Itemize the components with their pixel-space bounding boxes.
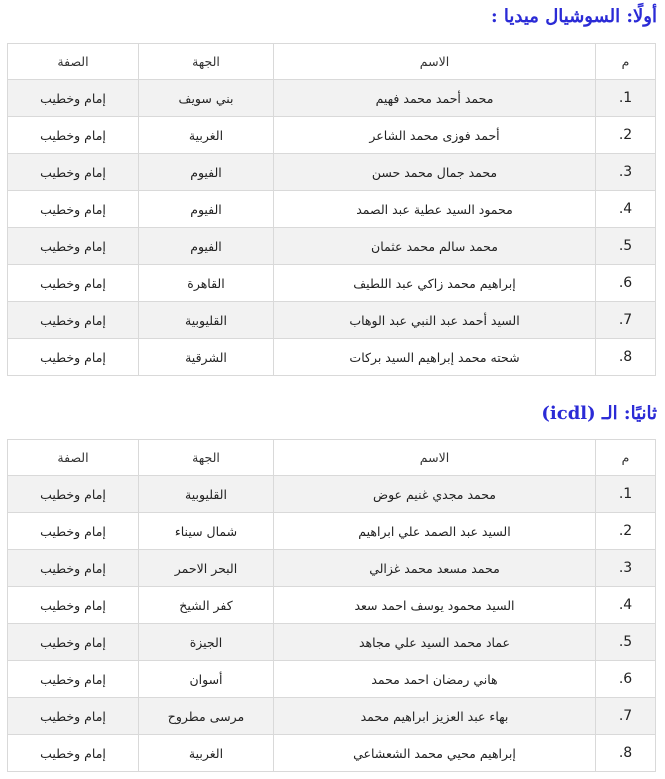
row-number: 4. <box>596 587 656 624</box>
header-governorate: الجهة <box>139 44 274 80</box>
table-row <box>8 302 656 339</box>
row-number: 3. <box>596 154 656 191</box>
row-role: إمام وخطيب <box>8 735 139 772</box>
row-name: محمد أحمد محمد فهيم <box>274 80 596 117</box>
social-media-table <box>7 43 656 376</box>
table-row <box>8 80 656 117</box>
row-number: 2. <box>596 513 656 550</box>
row-governorate: القاهرة <box>139 265 274 302</box>
row-governorate: مرسى مطروح <box>139 698 274 735</box>
row-name: محمد جمال محمد حسن <box>274 154 596 191</box>
row-name: محمد مجدي غنيم عوض <box>274 476 596 513</box>
row-name: محمد سالم محمد عثمان <box>274 228 596 265</box>
row-name: إبراهيم محمد زاكي عبد اللطيف <box>274 265 596 302</box>
row-governorate: الجيزة <box>139 624 274 661</box>
table-row <box>8 513 656 550</box>
row-number: 5. <box>596 624 656 661</box>
row-role: إمام وخطيب <box>8 191 139 228</box>
row-number: 7. <box>596 302 656 339</box>
row-number: 4. <box>596 191 656 228</box>
table-row <box>8 550 656 587</box>
table-row <box>8 476 656 513</box>
row-name: السيد أحمد عبد النبي عبد الوهاب <box>274 302 596 339</box>
table-row <box>8 698 656 735</box>
row-governorate: الغربية <box>139 117 274 154</box>
row-name: إبراهيم محيي محمد الشعشاعي <box>274 735 596 772</box>
row-governorate: كفر الشيخ <box>139 587 274 624</box>
row-governorate: الفيوم <box>139 154 274 191</box>
row-role: إمام وخطيب <box>8 698 139 735</box>
row-number: 1. <box>596 476 656 513</box>
table-row <box>8 339 656 376</box>
row-number: 2. <box>596 117 656 154</box>
table-row <box>8 265 656 302</box>
row-role: إمام وخطيب <box>8 476 139 513</box>
row-governorate: أسوان <box>139 661 274 698</box>
table-row <box>8 735 656 772</box>
row-name: السيد عبد الصمد علي ابراهيم <box>274 513 596 550</box>
row-governorate: الشرقية <box>139 339 274 376</box>
row-governorate: شمال سيناء <box>139 513 274 550</box>
header-name: الاسم <box>274 44 596 80</box>
row-name: أحمد فوزى محمد الشاعر <box>274 117 596 154</box>
table-row <box>8 154 656 191</box>
table-row <box>8 587 656 624</box>
row-number: 6. <box>596 265 656 302</box>
row-role: إمام وخطيب <box>8 339 139 376</box>
row-role: إمام وخطيب <box>8 117 139 154</box>
row-role: إمام وخطيب <box>8 265 139 302</box>
table-row <box>8 191 656 228</box>
row-name: هاني رمضان احمد محمد <box>274 661 596 698</box>
row-name: محمد مسعد محمد غزالي <box>274 550 596 587</box>
row-role: إمام وخطيب <box>8 624 139 661</box>
icdl-table <box>7 439 656 772</box>
table-header-row <box>8 44 656 80</box>
row-number: 6. <box>596 661 656 698</box>
table-row <box>8 117 656 154</box>
row-role: إمام وخطيب <box>8 513 139 550</box>
header-number: م <box>596 44 656 80</box>
row-number: 7. <box>596 698 656 735</box>
row-governorate: الفيوم <box>139 228 274 265</box>
row-governorate: الغربية <box>139 735 274 772</box>
row-name: شحته محمد إبراهيم السيد بركات <box>274 339 596 376</box>
row-role: إمام وخطيب <box>8 228 139 265</box>
table-row <box>8 661 656 698</box>
row-role: إمام وخطيب <box>8 661 139 698</box>
row-governorate: بني سويف <box>139 80 274 117</box>
row-number: 8. <box>596 339 656 376</box>
row-governorate: الفيوم <box>139 191 274 228</box>
row-role: إمام وخطيب <box>8 80 139 117</box>
row-name: عماد محمد السيد علي مجاهد <box>274 624 596 661</box>
header-name: الاسم <box>274 440 596 476</box>
row-number: 3. <box>596 550 656 587</box>
header-role: الصفة <box>8 44 139 80</box>
header-number: م <box>596 440 656 476</box>
row-name: محمود السيد عطية عبد الصمد <box>274 191 596 228</box>
row-role: إمام وخطيب <box>8 587 139 624</box>
row-number: 1. <box>596 80 656 117</box>
row-role: إمام وخطيب <box>8 302 139 339</box>
table-row <box>8 228 656 265</box>
row-name: السيد محمود يوسف احمد سعد <box>274 587 596 624</box>
header-governorate: الجهة <box>139 440 274 476</box>
section-title-icdl: ثانيًا: الـ (icdl) <box>541 403 657 424</box>
row-governorate: البحر الاحمر <box>139 550 274 587</box>
table-row <box>8 624 656 661</box>
row-role: إمام وخطيب <box>8 550 139 587</box>
row-number: 5. <box>596 228 656 265</box>
row-name: بهاء عبد العزيز ابراهيم محمد <box>274 698 596 735</box>
row-role: إمام وخطيب <box>8 154 139 191</box>
row-number: 8. <box>596 735 656 772</box>
table-header-row <box>8 440 656 476</box>
header-role: الصفة <box>8 440 139 476</box>
row-governorate: القليوبية <box>139 302 274 339</box>
row-governorate: القليوبية <box>139 476 274 513</box>
section-title-social-media: أولًا: السوشيال ميديا : <box>491 6 657 27</box>
